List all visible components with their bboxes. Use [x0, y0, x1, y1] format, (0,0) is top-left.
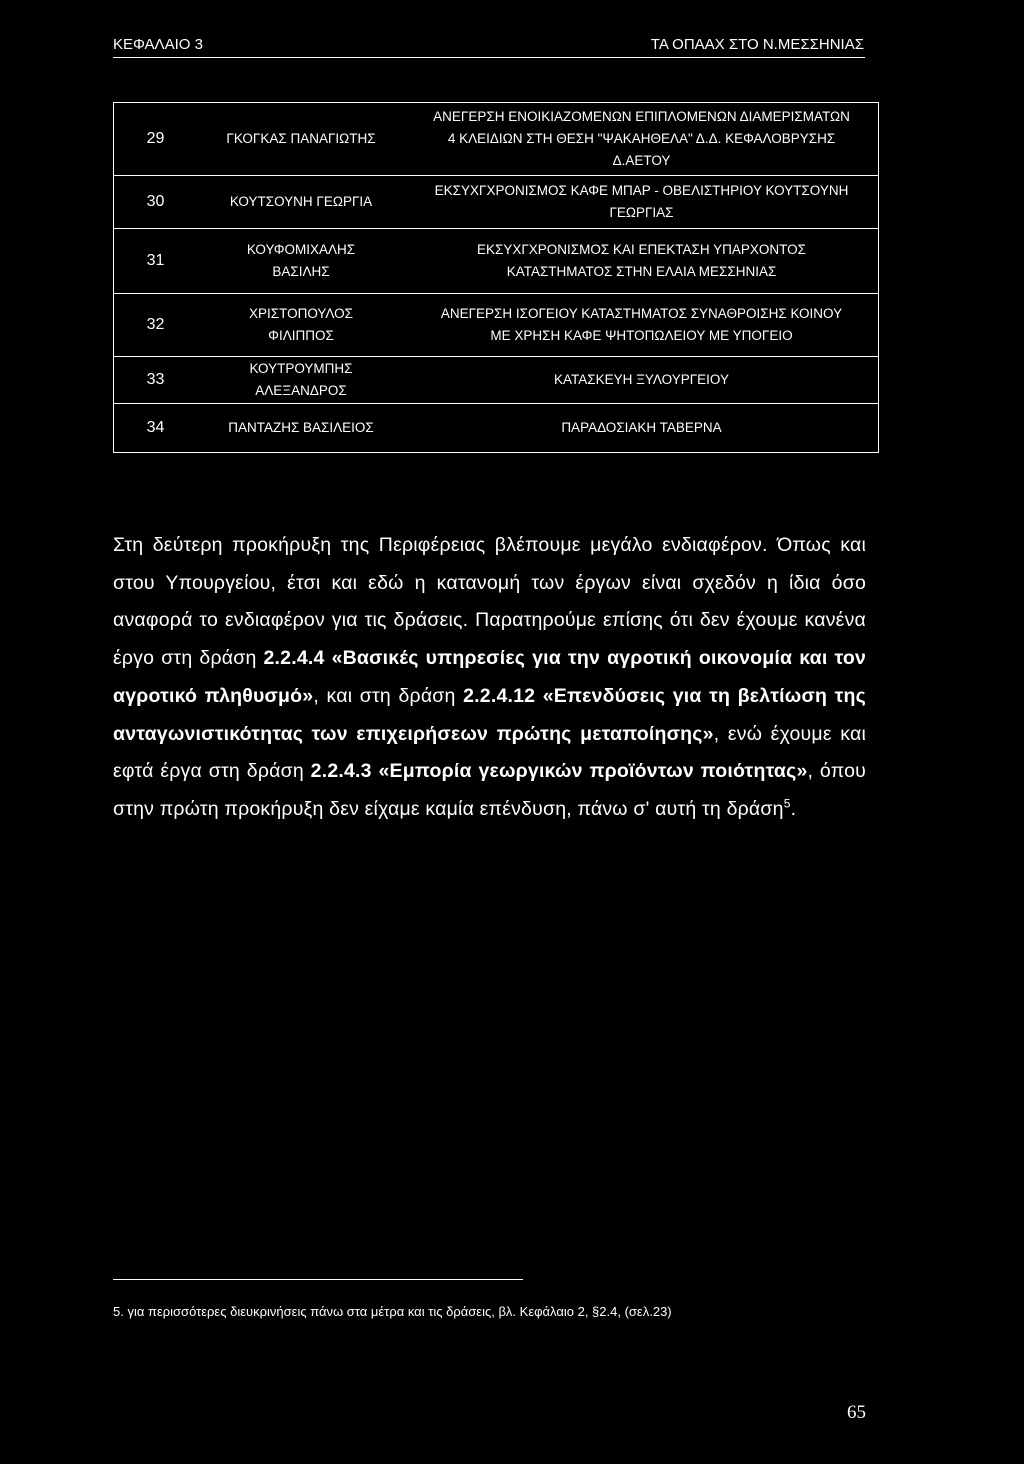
description-line: ΓΕΩΡΓΙΑΣ [609, 205, 674, 220]
owner-name [197, 176, 405, 229]
page-number: 65 [847, 1402, 866, 1423]
paragraph-emphasis: 2.2.4.3 «Εμπορία γεωργικών προϊόντων ποιότητας» [310, 760, 808, 783]
description-line: ΚΑΤΑΣΤΗΜΑΤΟΣ ΣΤΗΝ ΕΛΑΙΑ ΜΕΣΣΗΝΙΑΣ [506, 264, 777, 279]
project-description [405, 357, 879, 404]
paragraph-emphasis: 2.2.4.12 «Επενδύσεις για τη βελτίωση της ανταγωνιστικότητας των επιχειρήσεων πρώτης μεταποίησης» [113, 684, 866, 745]
paragraph-text: , ενώ έχουμε και εφτά έργα στη δράση [113, 722, 866, 783]
owner-name-line: ΠΑΝΤΑΖΗΣ ΒΑΣΙΛΕΙΟΣ [228, 420, 374, 435]
paragraph-text: Στη δεύτερη προκήρυξη της Περιφέρειας βλέπουμε μεγάλο ενδιαφέρον. Όπως και στου Υπουργείου, έτσι και εδώ η κατανομή των έργων είναι σχεδόν η ίδια όσο αναφορά το ενδιαφέρον για τις δράσεις. Παρατηρούμε επίσης ότι δεν έχουμε κανένα έργο στη δράση [113, 534, 866, 670]
owner-name [197, 229, 405, 294]
row-number: 29 [114, 103, 198, 176]
footnote-reference[interactable]: 5 [783, 796, 791, 811]
table-row [114, 294, 879, 357]
body-paragraph [113, 527, 866, 829]
owner-name [197, 357, 405, 404]
row-number: 30 [114, 176, 198, 229]
project-description [405, 294, 879, 357]
row-number: 32 [114, 294, 198, 357]
footnote-rule [113, 1279, 523, 1280]
project-description [405, 404, 879, 453]
row-number: 31 [114, 229, 198, 294]
footnote: 5. για περισσότερες διευκρινήσεις πάνω στα μέτρα και τις δράσεις, βλ. Κεφάλαιο 2, §2.4, (σελ.23) [113, 1304, 672, 1319]
owner-name-line: ΑΛΕΞΑΝΔΡΟΣ [255, 383, 347, 398]
description-line: ΑΝΕΓΕΡΣΗ ΙΣΟΓΕΙΟΥ ΚΑΤΑΣΤΗΜΑΤΟΣ ΣΥΝΑΘΡΟΙΣΗΣ ΚΟΙΝΟΥ [440, 306, 843, 321]
owner-name-line: ΓΚΟΓΚΑΣ ΠΑΝΑΓΙΩΤΗΣ [226, 131, 376, 146]
paragraph-text: . [790, 797, 797, 820]
owner-name-line: ΒΑΣΙΛΗΣ [272, 264, 330, 279]
paragraph-text: , και στη δράση [313, 684, 464, 707]
paragraph-text: , όπου στην πρώτη προκήρυξη δεν είχαμε καμία επένδυση, πάνω σ' αυτή τη δράση [113, 760, 866, 820]
owner-name [197, 404, 405, 453]
project-description [405, 176, 879, 229]
owner-name-line: ΦΙΛΙΠΠΟΣ [268, 328, 334, 343]
header-chapter: ΚΕΦΑΛΑΙΟ 3 [113, 36, 203, 53]
description-line: ΕΚΣΥΧΓΧΡΟΝΙΣΜΟΣ ΚΑΦΕ ΜΠΑΡ - ΟΒΕΛΙΣΤΗΡΙΟΥ ΚΟΥΤΣΟΥΝΗ [434, 183, 849, 198]
owner-name [197, 294, 405, 357]
owner-name [197, 103, 405, 176]
table-row [114, 229, 879, 294]
table-row [114, 404, 879, 453]
description-line: ΚΑΤΑΣΚΕΥΗ ΞΥΛΟΥΡΓΕΙΟΥ [554, 372, 729, 387]
header-rule [113, 57, 865, 58]
description-line: ΠΑΡΑΔΟΣΙΑΚΗ ΤΑΒΕΡΝΑ [561, 420, 722, 435]
row-number: 34 [114, 404, 198, 453]
projects-table [113, 102, 879, 453]
paragraph-emphasis: 2.2.4.4 «Βασικές υπηρεσίες για την αγροτική οικονομία και τον αγροτικό πληθυσμό» [113, 647, 866, 707]
table-row [114, 103, 879, 176]
header-title: ΤΑ ΟΠΑΑΧ ΣΤΟ Ν.ΜΕΣΣΗΝΙΑΣ [650, 36, 864, 53]
description-line: ΕΚΣΥΧΓΧΡΟΝΙΣΜΟΣ ΚΑΙ ΕΠΕΚΤΑΣΗ ΥΠΑΡΧΟΝΤΟΣ [477, 242, 806, 257]
description-line: ΑΝΕΓΕΡΣΗ ΕΝΟΙΚΙΑΖΟΜΕΝΩΝ ΕΠΙΠΛΟΜΕΝΩΝ ΔΙΑΜΕΡΙΣΜΑΤΩΝ [433, 109, 850, 124]
description-line: Δ.ΑΕΤΟΥ [612, 153, 671, 168]
owner-name-line: ΚΟΥΤΣΟΥΝΗ ΓΕΩΡΓΙΑ [229, 194, 373, 209]
project-description [405, 103, 879, 176]
project-description [405, 229, 879, 294]
row-number: 33 [114, 357, 198, 404]
table-row [114, 176, 879, 229]
table-row [114, 357, 879, 404]
description-line: ΜΕ ΧΡΗΣΗ ΚΑΦΕ ΨΗΤΟΠΩΛΕΙΟΥ ΜΕ ΥΠΟΓΕΙΟ [490, 328, 793, 343]
owner-name-line: ΚΟΥΦΟΜΙΧΑΛΗΣ [246, 242, 356, 257]
owner-name-line: ΚΟΥΤΡΟΥΜΠΗΣ [249, 361, 353, 376]
description-line: 4 ΚΛΕΙΔΙΩΝ ΣΤΗ ΘΕΣΗ "ΨΑΚΑΗΘΕΛΑ" Δ.Δ. ΚΕΦΑΛΟΒΡΥΣΗΣ [447, 131, 836, 146]
owner-name-line: ΧΡΙΣΤΟΠΟΥΛΟΣ [248, 306, 353, 321]
